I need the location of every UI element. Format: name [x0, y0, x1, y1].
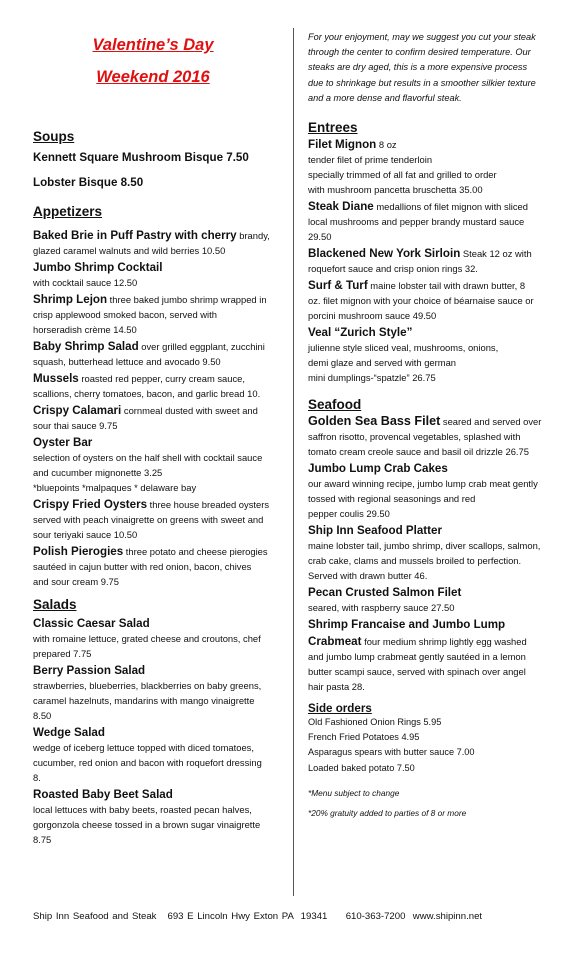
menu-item-name: Wedge Salad: [33, 726, 105, 739]
menu-item: [33, 787, 283, 847]
menu-item-header: [33, 497, 283, 512]
menu-item-name: Mussels: [33, 372, 79, 385]
menu-item: [33, 228, 283, 258]
menu-item: [308, 278, 570, 323]
menu-item-header: [308, 585, 570, 600]
menu-item-desc: with cocktail sauce 12.50: [33, 277, 138, 288]
menu-item-inline-desc: three baked jumbo shrimp wrapped in: [107, 294, 267, 305]
menu-item-name: Steak Diane: [308, 200, 374, 214]
menu-item-name: Shrimp Lejon: [33, 293, 108, 306]
menu-item-header: [308, 137, 570, 152]
menu-item: [33, 260, 283, 290]
menu-item-desc: caramel hazelnuts, mandarins with mango vinaigrette: [33, 695, 255, 706]
menu-item-inline-desc: roasted red pepper, curry cream sauce,: [78, 373, 245, 384]
menu-item-desc: *bluepoints *malpaques * delaware bay: [33, 482, 197, 493]
menu-title-line2: Weekend 2016: [96, 68, 210, 86]
menu-item-desc: specially trimmed of all fat and grilled to order: [308, 169, 497, 181]
section-heading-side-orders: Side orders: [308, 702, 372, 716]
menu-item: [308, 634, 570, 694]
menu-item-header: [33, 292, 283, 307]
menu-item-name: Shrimp Francaise and Jumbo Lump: [308, 618, 506, 632]
menu-item-header: [33, 616, 283, 631]
intro-line: through the center to confirm desired temperature. Our: [308, 47, 531, 58]
menu-item: [33, 435, 283, 495]
menu-item-header: [33, 435, 283, 450]
menu-item-inline-desc: over grilled eggplant, zucchini: [138, 341, 265, 352]
menu-item-desc: crisp applewood smoked bacon, served with: [33, 309, 217, 320]
menu-item: [308, 246, 570, 276]
menu-item-desc: oz. filet mignon with your choice of béarnaise sauce or: [308, 295, 534, 307]
menu-item-header: [308, 246, 570, 261]
menu-item-desc: sautéed in cajun butter with red onion, bacon, chives: [33, 561, 252, 572]
restaurant-footer: Ship Inn Seafood and Steak 693 E Lincoln Hwy Exton PA 19341 610-363-7200 www.shipinn.net: [33, 911, 483, 922]
menu-item-name: Polish Pierogies: [33, 545, 124, 558]
menu-item-desc: julienne style sliced veal, mushrooms, onions,: [308, 342, 499, 354]
menu-item-name: Surf & Turf: [308, 279, 368, 293]
menu-item-desc: wedge of iceberg lettuce topped with diced tomatoes,: [33, 742, 254, 753]
menu-item-desc: cucumber, red onion and bacon with roquefort dressing: [33, 757, 262, 768]
menu-item-name: Berry Passion Salad: [33, 664, 146, 677]
menu-item-header: [308, 634, 570, 649]
menu-item-header: [33, 403, 283, 418]
menu-title-line1: Valentine’s Day: [92, 36, 214, 54]
menu-item-desc: and cucumber mignonette 3.25: [33, 467, 163, 478]
menu-item-desc: served with peach vinaigrette on greens with sweet and: [33, 514, 264, 525]
menu-item-inline-desc: brandy,: [236, 230, 270, 241]
menu-item-desc: selection of oysters on the half shell with cocktail sauce: [33, 452, 263, 463]
menu-item: [308, 461, 570, 521]
menu-item: [308, 585, 570, 615]
menu-item-header: [33, 371, 283, 386]
menu-item-inline-desc: seared and served over: [440, 416, 542, 428]
menu-item-inline-desc: three house breaded oysters: [147, 499, 270, 510]
section-heading-seafood: Seafood: [308, 397, 362, 413]
menu-item: [308, 523, 570, 583]
menu-item-desc: with mushroom pancetta bruschetta 35.00: [308, 184, 483, 196]
menu-item-desc: tender filet of prime tenderloin: [308, 154, 433, 166]
menu-item-desc: crab cake, clams and mussels broiled to perfection.: [308, 555, 522, 567]
menu-item: [33, 339, 283, 369]
menu-item-desc: hair pasta 28.: [308, 681, 365, 693]
menu-item-name: Crispy Calamari: [33, 404, 122, 417]
menu-note: *Menu subject to change: [308, 787, 400, 798]
side-order-item: Asparagus spears with butter sauce 7.00: [308, 747, 475, 758]
menu-item-name: Pecan Crusted Salmon Filet: [308, 586, 462, 600]
intro-line: steaks are dry aged, this is a more expensive process: [308, 62, 528, 73]
menu-item-name: Filet Mignon: [308, 138, 377, 152]
menu-item-desc: seared, with raspberry sauce 27.50: [308, 602, 455, 614]
menu-item-header: [33, 725, 283, 740]
menu-item-header: [33, 544, 283, 559]
column-divider: [293, 28, 294, 896]
menu-item: [33, 371, 283, 401]
menu-item-name: Baked Brie in Puff Pastry with cherry: [33, 229, 237, 242]
menu-item: [33, 292, 283, 337]
menu-item-header: [308, 523, 570, 538]
menu-item-desc: scallions, cherry tomatoes, bacon, and garlic bread 10.: [33, 388, 261, 399]
menu-item-desc: and sour cream 9.75: [33, 576, 119, 587]
menu-item-inline-desc: four medium shrimp lightly egg washed: [361, 636, 527, 648]
entree-list: [308, 137, 570, 385]
menu-item: [308, 325, 570, 385]
menu-item-desc: butter scampi sauce, served with spinach over angel: [308, 666, 526, 678]
menu-item-header: [33, 663, 283, 678]
menu-item: [308, 199, 570, 244]
menu-item-name: Ship Inn Seafood Platter: [308, 524, 442, 538]
menu-item-inline-desc: cornmeal dusted with sweet and: [121, 405, 258, 416]
menu-item-desc: local mushrooms and pepper brandy mustard sauce: [308, 216, 525, 228]
menu-item-desc: horseradish crème 14.50: [33, 324, 137, 335]
menu-item: [33, 403, 283, 433]
menu-item-header: [308, 461, 570, 476]
menu-item-desc: maine lobster tail, jumbo shrimp, diver scallops, salmon,: [308, 540, 541, 552]
menu-item-name: Roasted Baby Beet Salad: [33, 788, 173, 801]
menu-item-header: [33, 260, 283, 275]
side-order-item: Loaded baked potato 7.50: [308, 762, 415, 773]
menu-item-name: Jumbo Lump Crab Cakes: [308, 462, 448, 476]
section-heading-salads: Salads: [33, 597, 77, 612]
menu-item-inline-desc: maine lobster tail with drawn butter, 8: [367, 280, 526, 292]
menu-item-desc: porcini mushroom sauce 49.50: [308, 310, 437, 322]
menu-item-desc: roquefort sauce and crisp onion rings 32.: [308, 263, 478, 275]
menu-item-desc: glazed caramel walnuts and wild berries 10.50: [33, 245, 226, 256]
menu-item-name: Baby Shrimp Salad: [33, 340, 139, 353]
menu-item-inline-desc: medallions of filet mignon with sliced: [373, 201, 528, 213]
menu-item-desc: our award winning recipe, jumbo lump crab meat gently: [308, 478, 538, 490]
menu-item-desc: sour teriyaki sauce 10.50: [33, 529, 138, 540]
menu-item: [308, 414, 570, 459]
seafood-list: [308, 414, 570, 694]
menu-item-name: Veal “Zurich Style”: [308, 326, 413, 340]
menu-item-desc: with romaine lettuce, grated cheese and croutons, chef: [33, 633, 261, 644]
menu-item: [33, 663, 283, 723]
side-order-item: Old Fashioned Onion Rings 5.95: [308, 717, 442, 728]
gratuity-note: *20% gratuity added to parties of 8 or more: [308, 807, 467, 818]
menu-item-header: [33, 787, 283, 802]
menu-item-name: Crispy Fried Oysters: [33, 498, 148, 511]
menu-item-desc: strawberries, blueberries, blackberries on baby greens,: [33, 680, 262, 691]
soup-item: Lobster Bisque 8.50: [33, 176, 144, 189]
intro-line: For your enjoyment, may we suggest you cut your steak: [308, 32, 536, 42]
appetizer-list: [33, 228, 283, 589]
menu-item-desc: 29.50: [308, 231, 332, 243]
menu-item-name: Golden Sea Bass Filet: [308, 414, 441, 429]
menu-item-name: Oyster Bar: [33, 436, 93, 449]
menu-item-desc: pepper coulis 29.50: [308, 508, 390, 520]
menu-item-name: Jumbo Shrimp Cocktail: [33, 261, 163, 274]
menu-item-header: [308, 414, 570, 429]
menu-item-desc: tossed with regional seasonings and red: [308, 493, 476, 505]
menu-item: [33, 725, 283, 785]
steak-intro: [308, 30, 570, 106]
menu-item-header: [33, 339, 283, 354]
side-order-item: French Fried Potatoes 4.95: [308, 732, 420, 743]
section-heading-soups: Soups: [33, 129, 75, 144]
intro-line: and a more dense and flavorful steak.: [308, 92, 462, 103]
menu-item-desc: prepared 7.75: [33, 648, 92, 659]
left-column: [33, 30, 283, 847]
menu-item-name: Crabmeat: [308, 635, 362, 649]
right-column: [308, 30, 570, 818]
intro-line: due to shrinkage but results in a smoother silkier texture: [308, 77, 536, 88]
menu-item-inline-desc: three potato and cheese pierogies: [123, 546, 268, 557]
menu-item-desc: 8.: [33, 772, 41, 783]
menu-item-desc: demi glaze and served with german: [308, 357, 456, 369]
menu-item-desc: 8.75: [33, 834, 52, 845]
menu-item-header: [33, 228, 283, 243]
menu-item-header: [308, 325, 570, 340]
menu-item-desc: sour thai sauce 9.75: [33, 420, 118, 431]
menu-item: [308, 137, 570, 197]
menu-item-desc: squash, butterhead lettuce and avocado 9.50: [33, 356, 221, 367]
menu-item: [33, 616, 283, 661]
soup-item: Kennett Square Mushroom Bisque 7.50: [33, 151, 249, 164]
menu-item-header: [308, 199, 570, 214]
menu-item-desc: mini dumplings-“spatzle” 26.75: [308, 372, 436, 384]
menu-item-header: [308, 278, 570, 293]
salad-list: [33, 616, 283, 847]
menu-item-desc: local lettuces with baby beets, roasted pecan halves,: [33, 804, 252, 815]
menu-item-desc: saffron risotto, provencal vegetables, splashed with: [308, 431, 521, 443]
menu-item-inline-desc: Steak 12 oz with: [460, 248, 532, 260]
menu-item: [33, 544, 283, 589]
menu-item-header: [308, 617, 570, 632]
menu-item-desc: Served with drawn butter 46.: [308, 570, 428, 582]
section-heading-appetizers: Appetizers: [33, 204, 103, 219]
menu-item-inline-desc: 8 oz: [376, 139, 397, 151]
menu-item: [33, 497, 283, 542]
menu-item-name: Classic Caesar Salad: [33, 617, 150, 630]
menu-item-desc: tomato cream creole sauce and basil oil drizzle 26.75: [308, 446, 529, 458]
side-order-list: [308, 715, 570, 776]
section-heading-entrees: Entrees: [308, 120, 358, 136]
menu-item-desc: and jumbo lump crabmeat gently sautéed in a lemon: [308, 651, 526, 663]
menu-item: [308, 617, 570, 632]
menu-item-name: Blackened New York Sirloin: [308, 247, 461, 261]
menu-item-desc: 8.50: [33, 710, 52, 721]
menu-item-desc: gorgonzola cheese tossed in a brown sugar vinaigrette: [33, 819, 261, 830]
